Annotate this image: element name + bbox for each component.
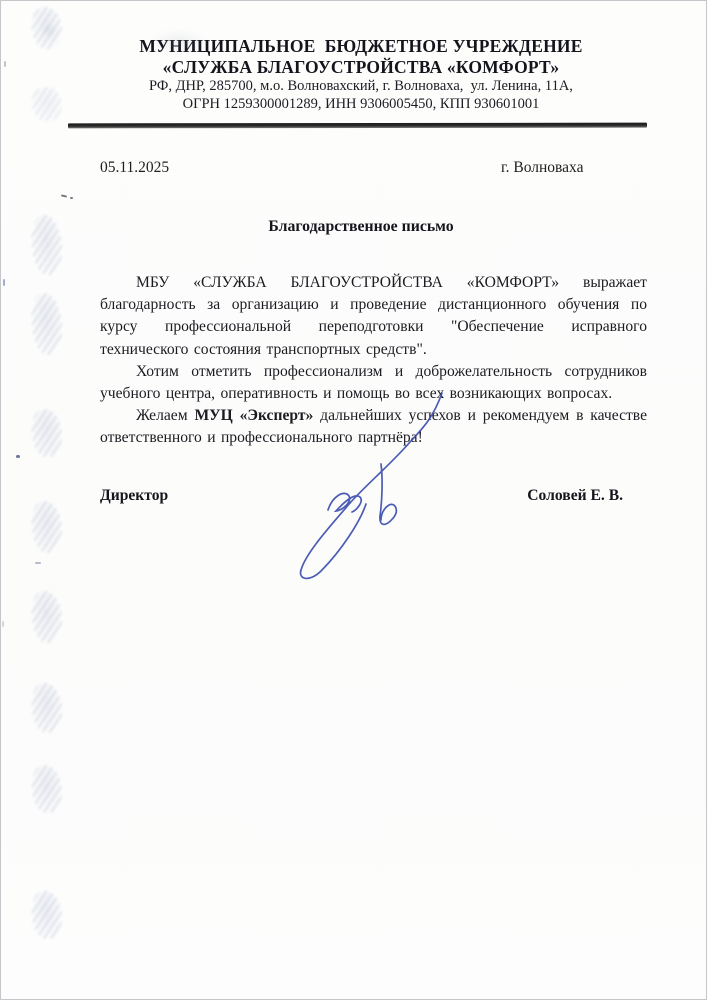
scan-artifact-bleedthrough: [30, 292, 64, 356]
scan-speck: [16, 455, 20, 458]
org-address: РФ, ДНР, 285700, м.о. Волновахский, г. Волноваха, ул. Ленина, 11А,: [149, 78, 573, 95]
scan-smudge: [149, 29, 209, 55]
letterhead-divider: [68, 123, 647, 129]
scan-artifact-bleedthrough: [30, 500, 64, 554]
wishes-text-end: дальнейших успехов и рекомендуем в качестве ответственного и профессионального партнёра!: [100, 407, 647, 447]
scan-speck: [2, 621, 4, 627]
letter-body: [100, 272, 647, 450]
scan-speck: [61, 194, 67, 197]
paragraph-wishes: [100, 405, 647, 449]
letter-city: г. Волноваха: [501, 159, 584, 176]
scan-artifact-bleedthrough: [30, 590, 64, 644]
scan-speck: [70, 197, 73, 199]
scan-artifact-bleedthrough: [30, 890, 63, 940]
org-registration: ОГРН 1259300001289, ИНН 9306005450, КПП 930601001: [182, 96, 540, 113]
wishes-text-start: Желаем: [136, 407, 188, 425]
scan-speck: [4, 61, 6, 67]
scan-speck: [35, 562, 41, 564]
letter-title: Благодарственное письмо: [268, 218, 454, 235]
org-name-line1: МУНИЦИПАЛЬНОЕ БЮДЖЕТНОЕ УЧРЕЖДЕНИЕ: [139, 36, 583, 56]
scan-smudge: [41, 23, 57, 39]
scan-artifact-bleedthrough: [30, 764, 63, 814]
scan-speck: [3, 279, 5, 286]
signer-position: Директор: [100, 487, 169, 504]
org-name-line2: «СЛУЖБА БЛАГОУСТРОЙСТВА «КОМФОРТ»: [162, 56, 560, 77]
signer-name: Соловей Е. В.: [527, 487, 623, 504]
signature-row: [100, 487, 623, 505]
paragraph-gratitude: МБУ «СЛУЖБА БЛАГОУСТРОЙСТВА «КОМФОРТ» выражает благодарность за организацию и проведение дистанционного обучения по курсу профессиональной переподготовки "Обеспечение исправного технического состояния транспортных средств".: [100, 274, 647, 358]
scan-artifact-bleedthrough: [30, 408, 63, 458]
letterhead: [41, 36, 681, 114]
org-name-expert: МУЦ «Эксперт»: [194, 407, 314, 425]
letter-date: 05.11.2025: [100, 159, 170, 176]
paragraph-professionalism: Хотим отметить профессионализм и доброжелательность сотрудников учебного центра, оперативность и помощь во всех возникающих вопросах.: [100, 362, 647, 403]
date-city-row: [100, 159, 647, 177]
scan-artifact-bleedthrough: [30, 682, 63, 734]
